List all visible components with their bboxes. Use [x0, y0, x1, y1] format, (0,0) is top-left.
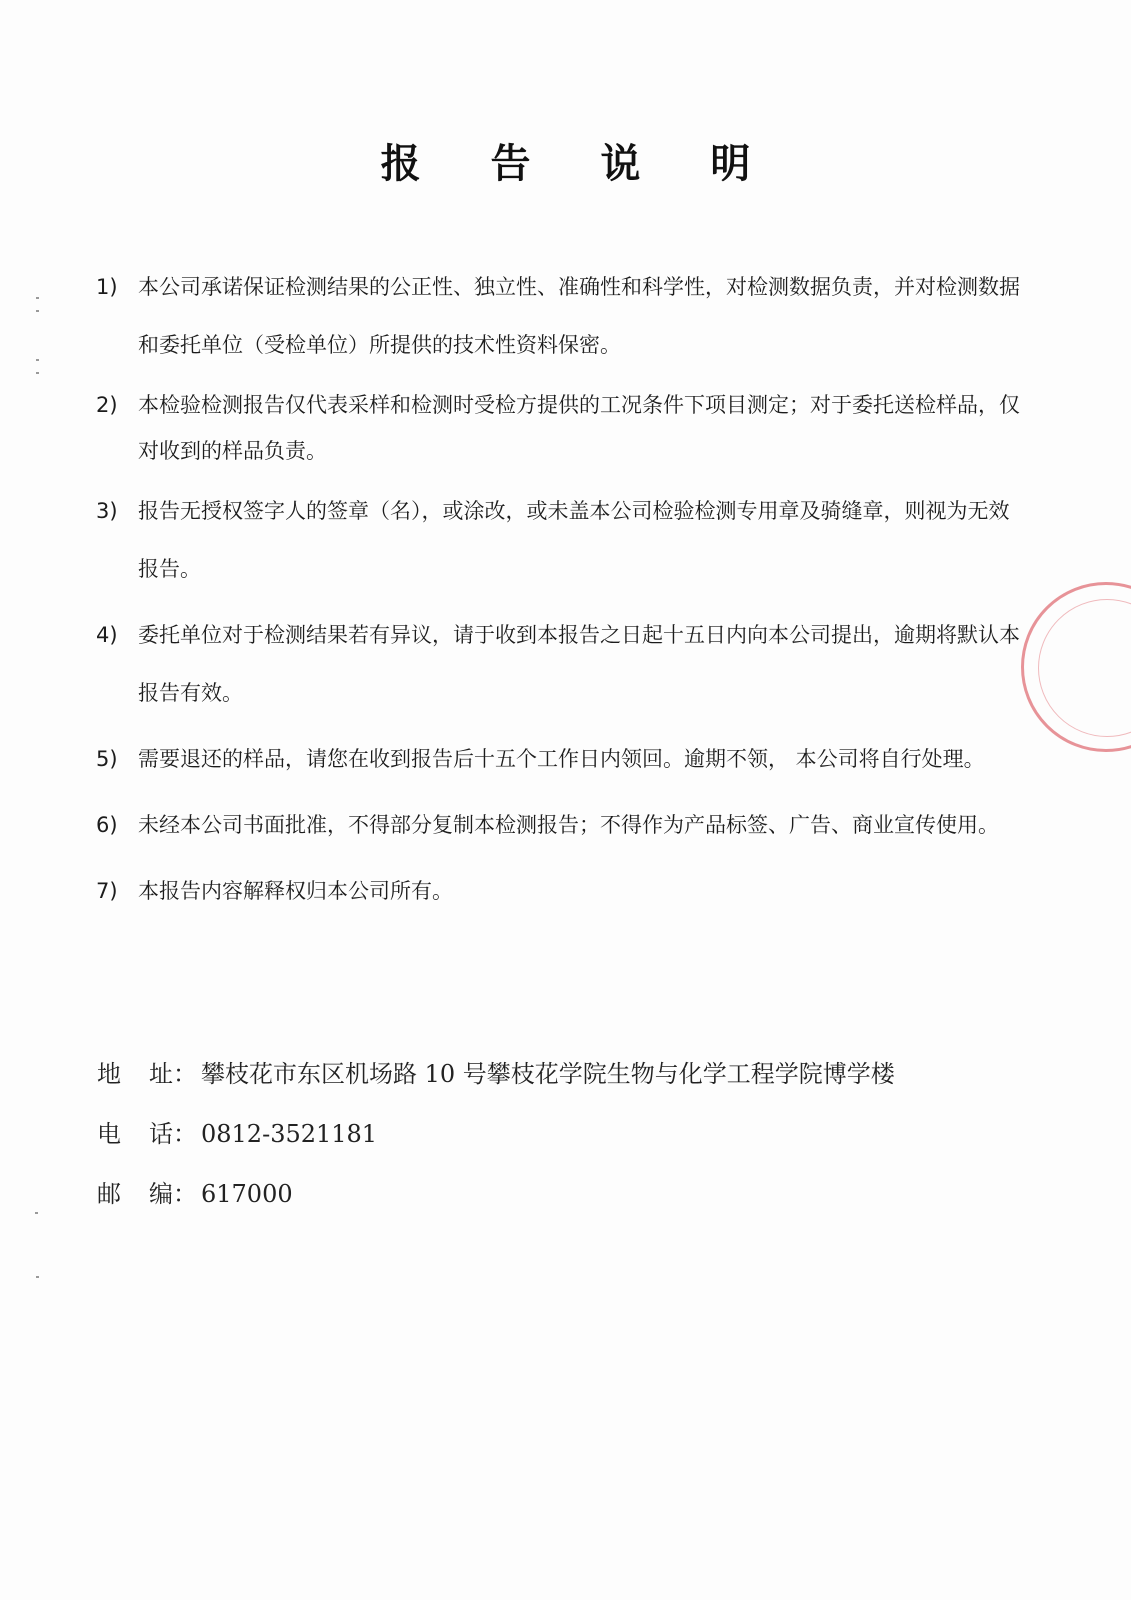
- note-text: 委托单位对于检测结果若有异议，请于收到本报告之日起十五日内向本公司提出，逾期将默认本报告有效。: [138, 623, 1020, 705]
- address-label-suffix: 址：: [149, 1060, 197, 1088]
- note-number: 5): [96, 747, 118, 771]
- note-text: 本检验检测报告仅代表采样和检测时受检方提供的工况条件下项目测定；对于委托送检样品，仅对收到的样品负责。: [138, 393, 1020, 463]
- note-item-7: [96, 862, 1026, 920]
- scan-speck: [35, 1212, 38, 1214]
- address-row: [97, 1044, 1057, 1104]
- note-text: 需要退还的样品，请您在收到报告后十五个工作日内领回。逾期不领， 本公司将自行处理。: [138, 747, 985, 771]
- note-item-5: [96, 730, 1026, 788]
- scan-speck: [36, 359, 39, 361]
- note-text: 本报告内容解释权归本公司所有。: [138, 879, 453, 903]
- phone-row: [97, 1104, 1057, 1164]
- note-number: 3): [96, 499, 118, 523]
- note-item-3: [96, 482, 1026, 598]
- note-number: 7): [96, 879, 118, 903]
- scan-speck: [36, 1276, 39, 1278]
- postcode-label-suffix: 编：: [149, 1180, 197, 1208]
- note-text: 报告无授权签字人的签章（名），或涂改，或未盖本公司检验检测专用章及骑缝章，则视为无效报告。: [138, 499, 1010, 581]
- contact-block: [97, 1044, 1057, 1224]
- page-title: 报 告 说 明: [380, 140, 779, 187]
- note-item-6: [96, 796, 1026, 854]
- address-value: 攀枝花市东区机场路 10 号攀枝花学院生物与化学工程学院博学楼: [201, 1060, 895, 1088]
- notes-list: [96, 258, 1026, 920]
- note-item-4: [96, 606, 1026, 722]
- scan-speck: [36, 310, 39, 312]
- postcode-label-char: 邮: [97, 1180, 121, 1208]
- note-number: 2): [96, 393, 118, 417]
- phone-label-char: 电: [97, 1120, 121, 1148]
- phone-label-suffix: 话：: [149, 1120, 197, 1148]
- seal-inner-ring: [1038, 599, 1131, 737]
- note-text: 未经本公司书面批准，不得部分复制本检测报告；不得作为产品标签、广告、商业宣传使用。: [138, 813, 999, 837]
- note-item-1: [96, 258, 1026, 374]
- note-item-2: [96, 382, 1026, 474]
- scan-speck: [36, 372, 39, 374]
- phone-value: 0812-3521181: [201, 1120, 378, 1148]
- postcode-value: 617000: [201, 1180, 293, 1208]
- scan-speck: [36, 297, 39, 299]
- note-number: 4): [96, 623, 118, 647]
- postcode-row: [97, 1164, 1057, 1224]
- red-seal-stamp: [1021, 582, 1131, 752]
- note-number: 6): [96, 813, 118, 837]
- note-number: 1): [96, 275, 118, 299]
- note-text: 本公司承诺保证检测结果的公正性、独立性、准确性和科学性，对检测数据负责，并对检测数据和委托单位（受检单位）所提供的技术性资料保密。: [138, 275, 1020, 357]
- address-label-char: 地: [97, 1060, 121, 1088]
